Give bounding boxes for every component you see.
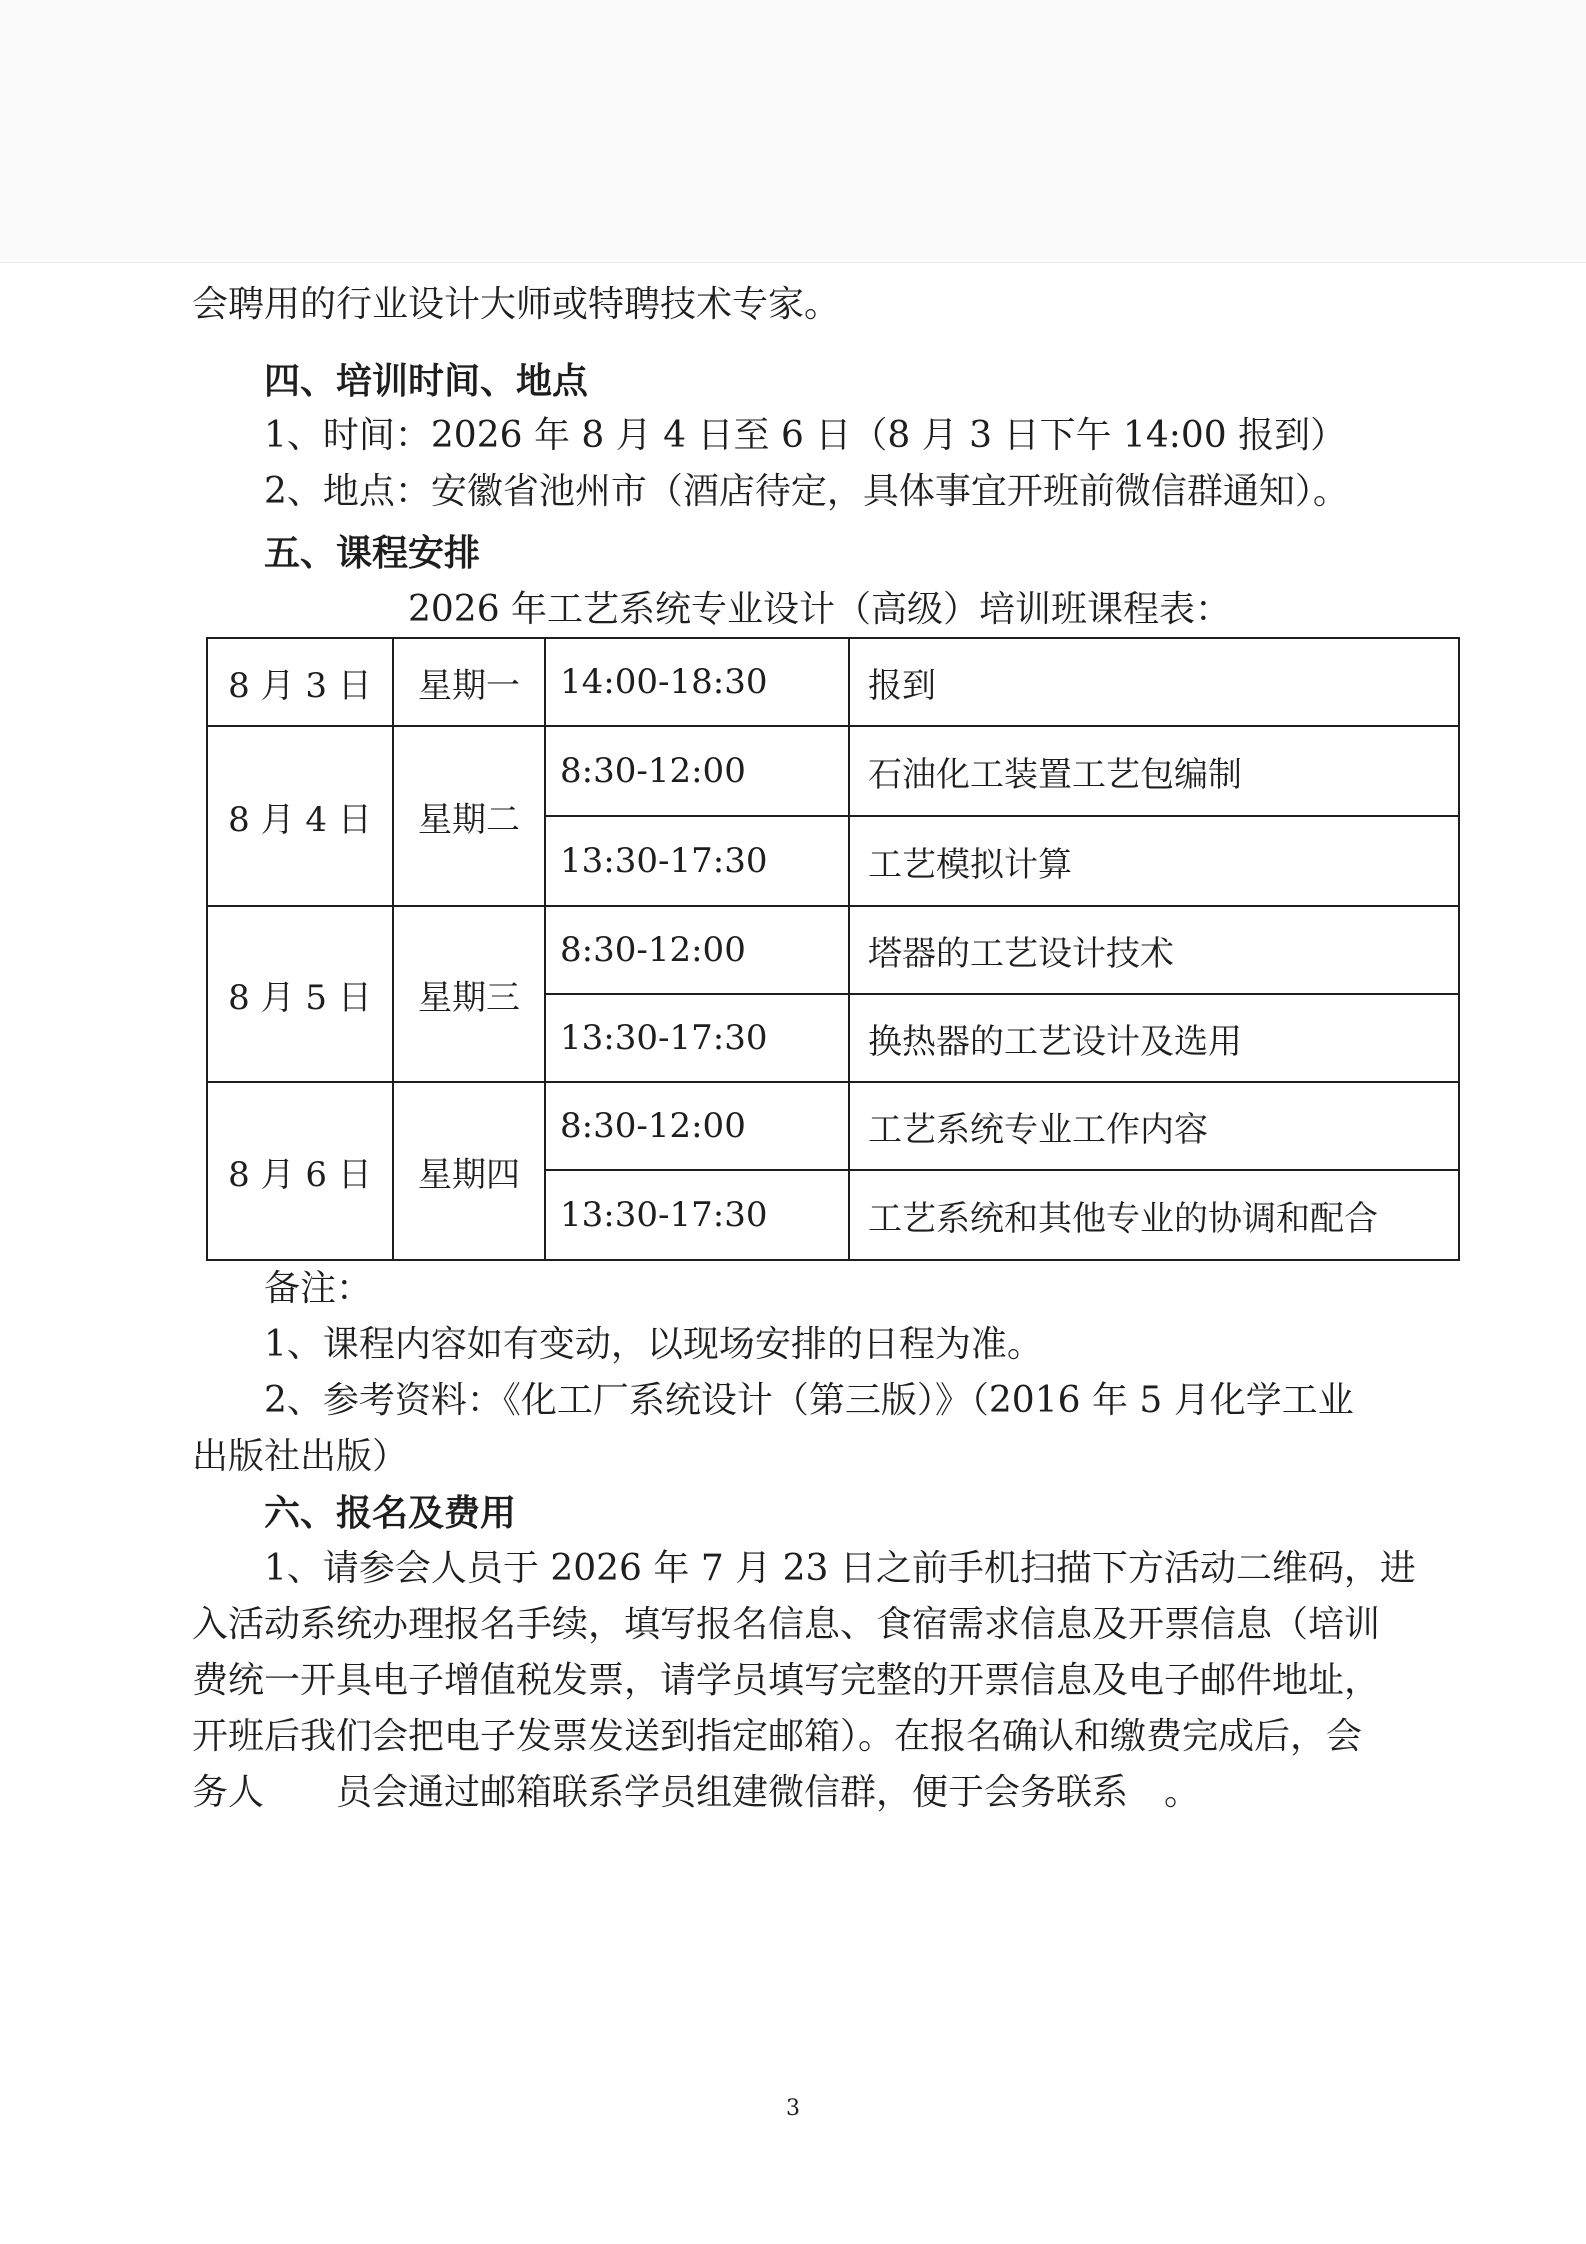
notes-title: 备注：	[264, 1268, 373, 1309]
registration-paragraph-line: 开班后我们会把电子发票发送到指定邮箱）。在报名确认和缴费完成后，会	[192, 1716, 1363, 1757]
time-cell: 8:30-12:00	[545, 906, 849, 994]
registration-paragraph-line: 务人 员会通过邮箱联系学员组建微信群，便于会务联系 。	[192, 1772, 1201, 1813]
date-cell: 8 月 6 日	[207, 1082, 393, 1260]
note-item: 1、课程内容如有变动，以现场安排的日程为准。	[264, 1324, 1043, 1365]
time-cell: 8:30-12:00	[545, 1082, 849, 1170]
training-time-line: 1、时间：2026 年 8 月 4 日至 6 日（8 月 3 日下午 14:00 报到）	[264, 415, 1347, 456]
subject-cell: 报到	[849, 638, 1459, 726]
time-cell: 13:30-17:30	[545, 994, 849, 1082]
time-cell: 8:30-12:00	[545, 726, 849, 816]
note-item: 2、参考资料：《化工厂系统设计（第三版）》（2016 年 5 月化学工业	[264, 1380, 1354, 1421]
schedule-table-caption: 2026 年工艺系统专业设计（高级）培训班课程表：	[408, 589, 1232, 630]
weekday-cell: 星期三	[393, 906, 545, 1082]
subject-cell: 换热器的工艺设计及选用	[849, 994, 1459, 1082]
subject-cell: 塔器的工艺设计技术	[849, 906, 1459, 994]
table-row	[207, 726, 1459, 816]
subject-cell: 石油化工装置工艺包编制	[849, 726, 1459, 816]
weekday-cell: 星期二	[393, 726, 545, 906]
table-row	[207, 1082, 1459, 1170]
date-cell: 8 月 3 日	[207, 638, 393, 726]
date-cell: 8 月 4 日	[207, 726, 393, 906]
weekday-cell: 星期四	[393, 1082, 545, 1260]
table-row	[207, 638, 1459, 726]
continued-paragraph-line: 会聘用的行业设计大师或特聘技术专家。	[192, 284, 841, 325]
date-cell: 8 月 5 日	[207, 906, 393, 1082]
registration-paragraph-line: 入活动系统办理报名手续，填写报名信息、食宿需求信息及开票信息（培训	[192, 1604, 1381, 1645]
subject-cell: 工艺系统专业工作内容	[849, 1082, 1459, 1170]
weekday-cell: 星期一	[393, 638, 545, 726]
table-row	[207, 906, 1459, 994]
subject-cell: 工艺模拟计算	[849, 816, 1459, 906]
training-place-line: 2、地点：安徽省池州市（酒店待定，具体事宜开班前微信群通知）。	[264, 471, 1349, 512]
note-item-continued: 出版社出版）	[192, 1436, 409, 1477]
section-heading-training-time-place: 四、培训时间、地点	[264, 360, 589, 402]
course-schedule-table	[206, 637, 1460, 1261]
registration-paragraph-line: 费统一开具电子增值税发票，请学员填写完整的开票信息及电子邮件地址，	[192, 1660, 1381, 1701]
time-cell: 14:00-18:30	[545, 638, 849, 726]
subject-cell: 工艺系统和其他专业的协调和配合	[849, 1170, 1459, 1260]
page-top-margin	[0, 0, 1586, 263]
time-cell: 13:30-17:30	[545, 816, 849, 906]
section-heading-registration-fees: 六、报名及费用	[264, 1492, 517, 1534]
page-number: 3	[786, 2096, 800, 2121]
time-cell: 13:30-17:30	[545, 1170, 849, 1260]
section-heading-course-schedule: 五、课程安排	[264, 532, 481, 574]
registration-paragraph-line: 1、请参会人员于 2026 年 7 月 23 日之前手机扫描下方活动二维码，进	[264, 1548, 1416, 1589]
